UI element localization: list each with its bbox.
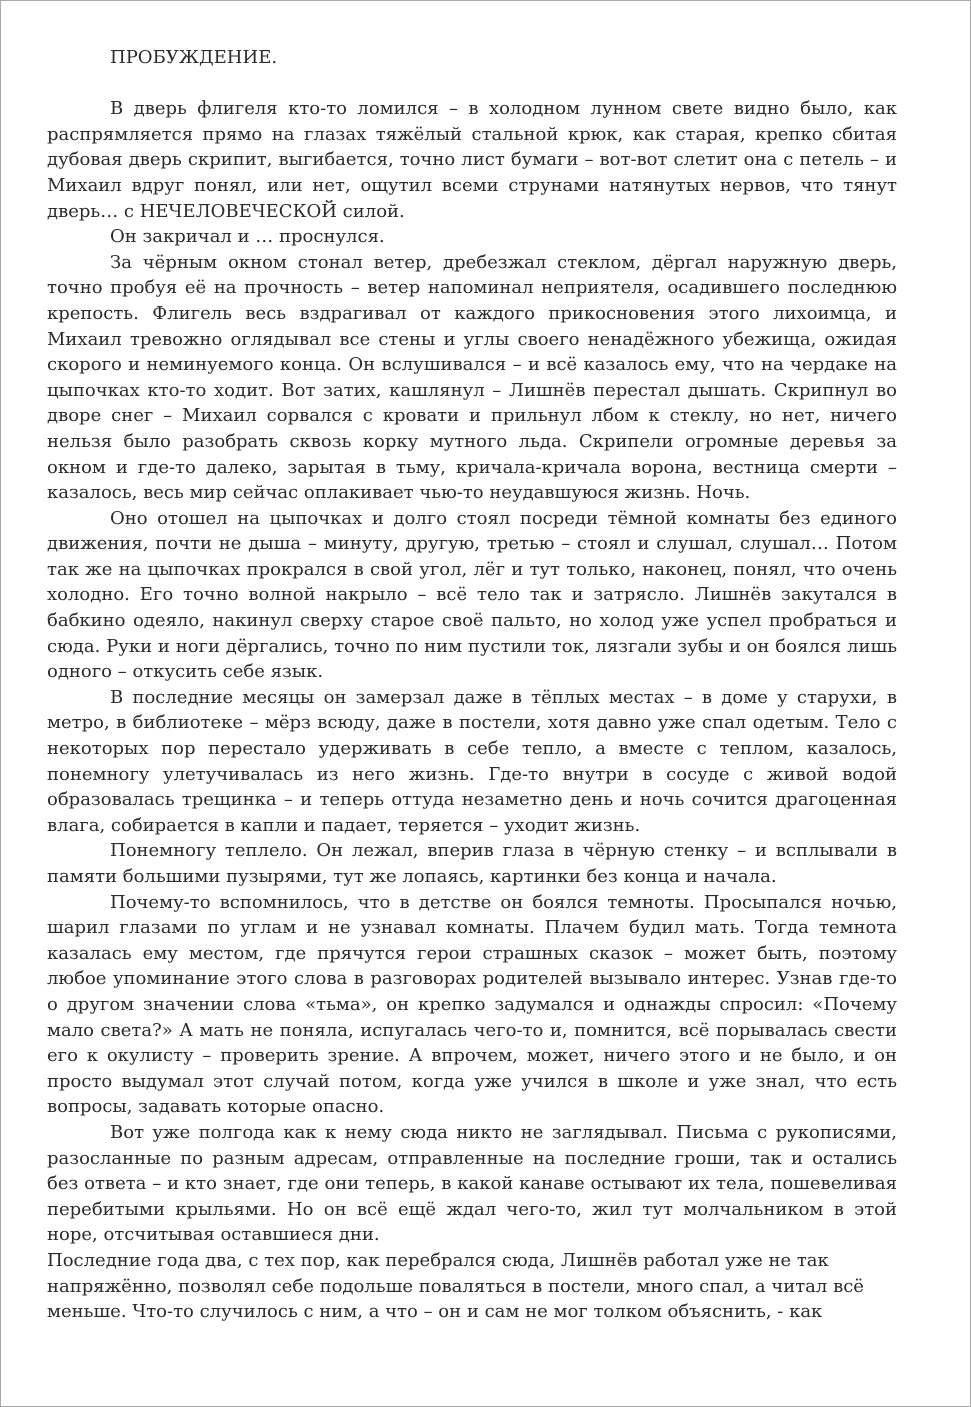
document-body — [47, 45, 897, 1325]
paragraph: За чёрным окном стонал ветер, дребезжал стеклом, дёргал наружную дверь, точно пробуя её на прочность – ветер напоминал неприятеля, осадившего последнюю крепость. Флигель весь вздрагивал от каждого прикосновения этого лихоимца, и Михаил тревожно оглядывал все стены и углы своего ненадёжного убежища, ожидая скорого и неминуемого конца. Он вслушивался – и всё казалось ему, что на чердаке на цыпочках кто-то ходит. Вот затих, кашлянул – Лишнёв перестал дышать. Скрипнул во дворе снег – Михаил сорвался с кровати и прильнул лбом к стеклу, но нет, ничего нельзя было разобрать сквозь корку мутного льда. Скрипели огромные деревья за окном и где-то далеко, зарытая в тьму, кричала-кричала ворона, вестница смерти – казалось, весь мир сейчас оплакивает чью-то неудавшуюся жизнь. Ночь. — [47, 251, 897, 504]
paragraph: Вот уже полгода как к нему сюда никто не заглядывал. Письма с рукописями, разосланные по разным адресам, отправленные на последние гроши, так и остались без ответа – и кто знает, где они теперь, в какой канаве остывают их тела, пошевеливая перебитыми крыльями. Но он всё ещё ждал чего-то, жил тут молчальником в этой норе, отсчитывая оставшиеся дни. — [47, 1121, 897, 1246]
text-line: напряжённо, позволял себе подольше поваляться в постели, много спал, а читал всё — [47, 1275, 864, 1297]
paragraph: В дверь флигеля кто-то ломился – в холодном лунном свете видно было, как распрямляется прямо на глазах тяжёлый стальной крюк, как старая, крепко сбитая дубовая дверь скрипит, выгибается, точно лист бумаги – вот-вот слетит она с петель – и Михаил вдруг понял, или нет, ощутил всеми струнами натянутых нервов, что тянут дверь… с НЕЧЕЛОВЕЧЕСКОЙ силой. — [47, 98, 897, 222]
paragraph: Он закричал и … проснулся. — [110, 226, 385, 248]
blank-line — [47, 71, 897, 97]
chapter-title: ПРОБУЖДЕНИЕ. — [110, 47, 278, 68]
final-paragraph — [47, 1248, 897, 1325]
paragraph: Оно отошел на цыпочках и долго стоял посреди тёмной комнаты без единого движения, почти не дыша – минуту, другую, третью – стоял и слушал, слушал… Потом так же на цыпочках прокрался в свой угол, лёг и тут только, наконец, понял, что очень холодно. Его точно волной накрыло – всё тело так и затрясло. Лишнёв закутался в бабкино одеяло, накинул сверху старое своё пальто, но холод уже успел пробраться и сюда. Руки и ноги дёргались, точно по ним пустили ток, лязгали зубы и он боялся лишь одного – откусить себе язык. — [47, 507, 897, 683]
paragraph: В последние месяцы он замерзал даже в тёплых местах – в доме у старухи, в метро, в библиотеке – мёрз всюду, даже в постели, хотя давно уже спал одетым. Тело с некоторых пор перестало удерживать в себе тепло, а вместе с теплом, казалось, понемногу улетучивалась из него жизнь. Где-то внутри в сосуде с живой водой образовалась трещинка – и теперь оттуда незаметно день и ночь сочится драгоценная влага, собирается в капли и падает, теряется – уходит жизнь. — [47, 686, 897, 836]
paragraph: Понемногу теплело. Он лежал, вперив глаза в чёрную стенку – и всплывали в памяти большими пузырями, тут же лопаясь, картинки без конца и начала. — [47, 840, 897, 887]
text-line: меньше. Что-то случилось с ним, а что – он и сам не мог толком объяснить, - как — [47, 1301, 823, 1323]
paragraph: Почему-то вспомнилось, что в детстве он боялся темноты. Просыпался ночью, шарил глазами по углам и не узнавал комнаты. Плачем будил мать. Тогда темнота казалась ему местом, где прячутся герои страшных сказок – может быть, поэтому любое упоминание этого слова в разговорах родителей вызывало интерес. Узнав где-то о другом значении слова «тьма», он крепко задумался и однажды спросил: «Почему мало света?» А мать не поняла, испугалась чего-то и, помнится, всё порывалась свести его к окулисту – проверить зрение. А впрочем, может, ничего этого и не было, и он просто выдумал этот случай потом, когда уже учился в школе и уже знал, что есть вопросы, задавать которые опасно. — [47, 891, 897, 1118]
text-line: Последние года два, с тех пор, как перебрался сюда, Лишнёв работал уже не так — [47, 1249, 829, 1271]
